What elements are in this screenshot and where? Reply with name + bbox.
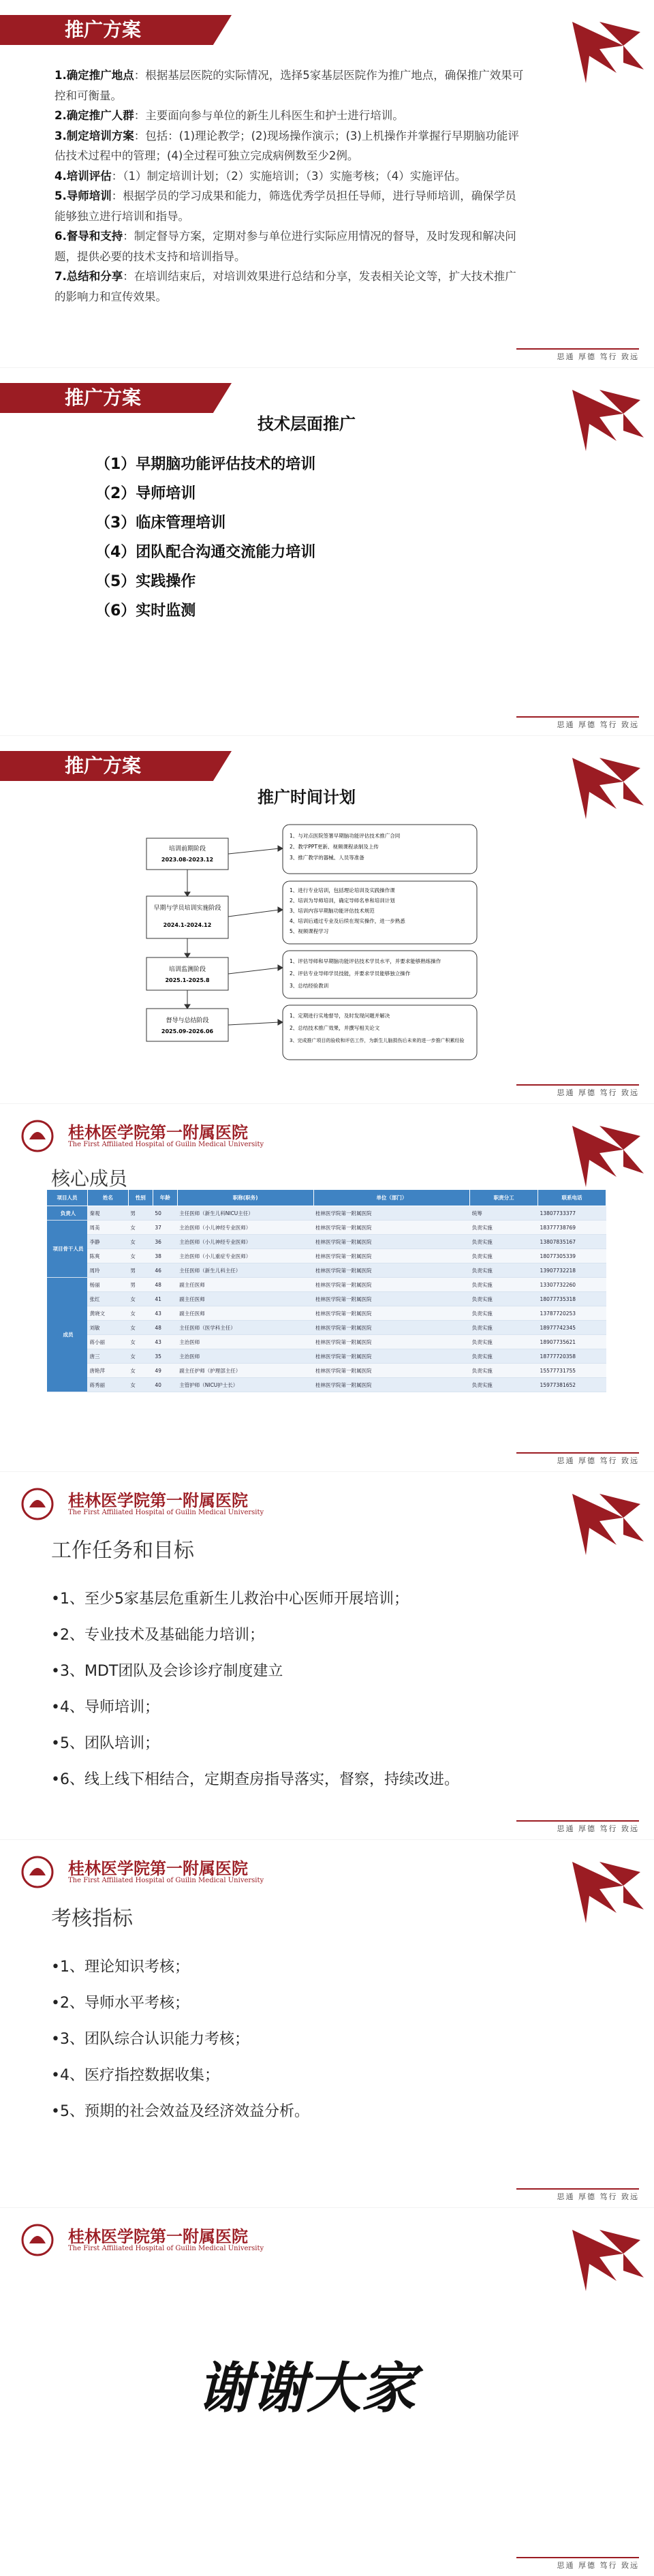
table-cell: 李静 [87, 1235, 128, 1249]
timeline-stage [146, 1009, 228, 1041]
table-header: 项目人员 姓名 性别 年龄 职称(职务) 单位（部门） 职责分工 联系电话 [47, 1190, 606, 1206]
list-item: •5、团队培训； [51, 1735, 159, 1752]
slide-core-members [0, 1104, 654, 1472]
table-cell: 蒋秀丽 [87, 1378, 128, 1392]
motto-divider [516, 2188, 639, 2190]
list-item: （4）团队配合沟通交流能力培训 [95, 544, 316, 561]
plan-item: 6.督导和支持：制定督导方案，定期对参与单位进行实际应用情况的督导，及时发现和解决问题，提供必要的技术支持和培训指导。 [54, 230, 516, 263]
table-cell: 黄晓文 [87, 1306, 128, 1321]
svg-text:2、培训为导师培训，确定导师名单和培训计划: 2、培训为导师培训，确定导师名单和培训计划 [290, 898, 395, 904]
thanks-text: 谢谢大家 [198, 2357, 416, 2420]
timeline-stage [146, 957, 228, 990]
table-cell: 50 [153, 1206, 177, 1221]
school-bird-icon [559, 2216, 647, 2305]
motto-divider [516, 1452, 639, 1454]
table-cell: 女 [128, 1292, 153, 1306]
svg-text:3、完成推广项目的验收和评估工作，为新生儿脑损伤后未来的进一: 3、完成推广项目的验收和评估工作，为新生儿脑损伤后未来的进一步推广积累经验 [290, 1038, 465, 1043]
motto-divider [516, 716, 639, 718]
stage-note [283, 881, 477, 944]
table-cell: 周玲 [87, 1263, 128, 1278]
svg-text:1、定期进行实地督导，及时发现问题并解决: 1、定期进行实地督导，及时发现问题并解决 [290, 1013, 390, 1019]
table-cell: 15977381652 [538, 1378, 606, 1392]
table-cell: 主任医师（新生儿科NICU主任） [177, 1206, 313, 1221]
table-row [47, 1364, 606, 1378]
table-cell: 刘敏 [87, 1321, 128, 1335]
list-item: •4、医疗指控数据收集； [51, 2067, 219, 2084]
table-cell: 副主任医师 [177, 1306, 313, 1321]
table-cell: 负责实施 [470, 1321, 538, 1335]
table-cell: 负责实施 [470, 1221, 538, 1235]
table-cell: 女 [128, 1235, 153, 1249]
motto: 思通 厚德 笃行 致远 [557, 1824, 639, 1833]
table-cell: 41 [153, 1292, 177, 1306]
table-cell: 37 [153, 1221, 177, 1235]
hospital-logo-icon [17, 1855, 61, 1889]
assessment-list [51, 1949, 309, 2130]
hospital-name: 桂林医学院第一附属医院 [68, 1858, 248, 1878]
motto-divider [516, 2557, 639, 2558]
hospital-name-en: The First Affiliated Hospital of Guilin Medical University [68, 1141, 264, 1148]
table-cell: 48 [153, 1278, 177, 1292]
motto-divider [516, 1820, 639, 1822]
motto: 思通 厚德 笃行 致远 [557, 720, 639, 729]
plan-item: 1.确定推广地点：根据基层医院的实际情况，选择5家基层医院作为推广地点，确保推广效果可控和可衡量。 [54, 69, 524, 102]
table-cell: 主治医师 [177, 1335, 313, 1349]
list-item: •1、理论知识考核； [51, 1959, 189, 1976]
ribbon-title: 推广方案 [65, 386, 142, 409]
table-cell: 桂林医学院第一附属医院 [313, 1306, 470, 1321]
table-cell: 副主任医师 [177, 1292, 313, 1306]
table-cell: 36 [153, 1235, 177, 1249]
hospital-name: 桂林医学院第一附属医院 [68, 1490, 248, 1510]
members-table [46, 1189, 606, 1392]
table-cell: 13787720253 [538, 1306, 606, 1321]
school-bird-icon [559, 1112, 647, 1201]
list-item: •2、导师水平考核； [51, 1995, 189, 2012]
svg-text:2、总结技术推广效果，并撰写相关论文: 2、总结技术推广效果，并撰写相关论文 [290, 1025, 380, 1031]
section-title: 考核指标 [51, 1907, 133, 1931]
list-item: （3）临床管理培训 [95, 515, 226, 532]
table-row [47, 1335, 606, 1349]
table-cell: 桂林医学院第一附属医院 [313, 1364, 470, 1378]
table-cell: 15577731755 [538, 1364, 606, 1378]
table-row [47, 1349, 606, 1364]
role-cell: 项目骨干人员 [47, 1221, 88, 1278]
table-cell: 桂林医学院第一附属医院 [313, 1235, 470, 1249]
table-cell: 杨丽 [87, 1278, 128, 1292]
school-bird-icon [559, 8, 647, 97]
table-cell: 桂林医学院第一附属医院 [313, 1278, 470, 1292]
slide-tasks-goals [0, 1472, 654, 1840]
tech-list [95, 450, 315, 626]
table-cell: 副主任护师（护理部主任） [177, 1364, 313, 1378]
table-row [47, 1292, 606, 1306]
list-item: •3、MDT团队及会诊诊疗制度建立 [51, 1663, 283, 1680]
svg-text:2、评估专业导师学员技能，并要求学员能够独立操作: 2、评估专业导师学员技能，并要求学员能够独立操作 [290, 970, 411, 977]
slide-assessment [0, 1840, 654, 2208]
hospital-name-en: The First Affiliated Hospital of Guilin Medical University [68, 1877, 264, 1884]
hospital-name-en: The First Affiliated Hospital of Guilin Medical University [68, 1509, 264, 1516]
table-cell: 48 [153, 1321, 177, 1335]
table-cell: 负责实施 [470, 1335, 538, 1349]
table-cell: 主治医师（小儿神经专业医师） [177, 1235, 313, 1249]
hospital-logo-icon [17, 2223, 61, 2257]
school-bird-icon [559, 1848, 647, 1937]
role-cell: 负责人 [47, 1206, 88, 1221]
list-item: （6）实时监测 [95, 602, 196, 619]
slide-thanks [0, 2208, 654, 2576]
table-cell: 女 [128, 1378, 153, 1392]
motto: 思通 厚德 笃行 致远 [557, 1456, 639, 1465]
svg-text:2025.1-2025.8: 2025.1-2025.8 [165, 977, 210, 983]
table-cell: 负责实施 [470, 1349, 538, 1364]
svg-text:3、推广教学的器械、人员等准备: 3、推广教学的器械、人员等准备 [290, 855, 364, 861]
table-cell: 陈爽 [87, 1249, 128, 1263]
timeline-stage [146, 838, 228, 870]
table-cell: 女 [128, 1306, 153, 1321]
table-cell: 负责实施 [470, 1378, 538, 1392]
section-title: 工作任务和目标 [51, 1539, 194, 1563]
timeline-stage [146, 896, 228, 938]
table-cell: 女 [128, 1321, 153, 1335]
svg-text:2024.1-2024.12: 2024.1-2024.12 [163, 922, 212, 928]
list-item: •5、预期的社会效益及经济效益分析。 [51, 2103, 309, 2120]
svg-text:4、培训后通过专业及后续在现实操作，进一步熟悉: 4、培训后通过专业及后续在现实操作，进一步熟悉 [290, 918, 405, 924]
section-title: 核心成员 [51, 1167, 128, 1190]
table-cell: 13907732218 [538, 1263, 606, 1278]
table-cell: 18377738769 [538, 1221, 606, 1235]
table-cell: 18077305339 [538, 1249, 606, 1263]
task-list [51, 1581, 459, 1798]
hospital-name: 桂林医学院第一附属医院 [68, 2226, 248, 2246]
list-item: （1）早期脑功能评估技术的培训 [95, 456, 316, 473]
table-cell: 46 [153, 1263, 177, 1278]
table-cell: 桂林医学院第一附属医院 [313, 1321, 470, 1335]
svg-text:1、评估导师和早期脑功能评估技术学员水平，并要求能够熟练操作: 1、评估导师和早期脑功能评估技术学员水平，并要求能够熟练操作 [290, 958, 441, 964]
table-cell: 女 [128, 1249, 153, 1263]
table-cell: 女 [128, 1364, 153, 1378]
svg-text:早期与学员培训实施阶段: 早期与学员培训实施阶段 [153, 905, 221, 912]
svg-text:5、视频课程学习: 5、视频课程学习 [290, 928, 329, 934]
school-bird-icon [559, 1480, 647, 1569]
stage-note [283, 825, 477, 874]
timeline-flowchart [143, 821, 484, 1067]
table-cell: 主治医师 [177, 1349, 313, 1364]
list-item: •3、团队综合认识能力考核； [51, 2031, 249, 2048]
table-cell: 桂林医学院第一附属医院 [313, 1206, 470, 1221]
table-row [47, 1378, 606, 1392]
table-cell: 女 [128, 1221, 153, 1235]
table-row [47, 1306, 606, 1321]
plan-item: 2.确定推广人群：主要面向参与单位的新生儿科医生和护士进行培训。 [54, 109, 404, 122]
ribbon-title: 推广方案 [65, 754, 142, 777]
table-row [47, 1278, 606, 1292]
table-cell: 13307732260 [538, 1278, 606, 1292]
table-cell: 桂林医学院第一附属医院 [313, 1263, 470, 1278]
table-cell: 40 [153, 1378, 177, 1392]
stage-note [283, 951, 477, 998]
table-cell: 负责实施 [470, 1249, 538, 1263]
svg-text:1、进行专业培训，包括理论培训及实践操作课: 1、进行专业培训，包括理论培训及实践操作课 [290, 887, 395, 893]
list-item: （5）实践操作 [95, 573, 196, 590]
plan-item: 5.导师培训：根据学员的学习成果和能力，筛选优秀学员担任导师，进行导师培训，确保学员能够独立进行培训和指导。 [54, 189, 516, 223]
table-cell: 18077735318 [538, 1292, 606, 1306]
table-cell: 负责实施 [470, 1235, 538, 1249]
slide-technical-promotion [0, 368, 654, 736]
plan-item: 4.培训评估：（1）制定培训计划；（2）实施培训；（3）实施考核；（4）实施评估。 [54, 169, 467, 183]
ribbon-title: 推广方案 [65, 18, 142, 41]
table-cell: 43 [153, 1335, 177, 1349]
list-item: •2、专业技术及基础能力培训； [51, 1627, 264, 1644]
svg-text:培训监测阶段: 培训监测阶段 [168, 966, 206, 973]
table-cell: 43 [153, 1306, 177, 1321]
table-cell: 统筹 [470, 1206, 538, 1221]
svg-text:3、培训内容早期脑功能评估技术规范: 3、培训内容早期脑功能评估技术规范 [290, 908, 375, 914]
table-cell: 桂林医学院第一附属医院 [313, 1335, 470, 1349]
motto: 思通 厚德 笃行 致远 [557, 2561, 639, 2570]
list-item: •1、至少5家基层危重新生儿救治中心医师开展培训； [51, 1591, 409, 1608]
list-item: （2）导师培训 [95, 485, 196, 502]
table-cell: 张红 [87, 1292, 128, 1306]
table-cell: 女 [128, 1335, 153, 1349]
table-row [47, 1235, 606, 1249]
table-cell: 桂林医学院第一附属医院 [313, 1221, 470, 1235]
svg-text:2、教学PPT更新、视频课程录制及上传: 2、教学PPT更新、视频课程录制及上传 [290, 844, 379, 850]
table-cell: 主任医师（新生儿科主任） [177, 1263, 313, 1278]
table-cell: 负责实施 [470, 1306, 538, 1321]
table-cell: 35 [153, 1349, 177, 1364]
table-row [47, 1221, 606, 1235]
table-cell: 主任医师（医学科主任） [177, 1321, 313, 1335]
table-cell: 唐三 [87, 1349, 128, 1364]
table-cell: 18907735621 [538, 1335, 606, 1349]
table-cell: 13807733377 [538, 1206, 606, 1221]
table-row [47, 1249, 606, 1263]
plan-item: 7.总结和分享：在培训结束后，对培训效果进行总结和分享，发表相关论文等，扩大技术推广的影响力和宣传效果。 [54, 270, 516, 303]
table-cell: 男 [128, 1263, 153, 1278]
svg-text:1、与对点医院签署早期脑功能评估技术推广合同: 1、与对点医院签署早期脑功能评估技术推广合同 [290, 833, 401, 839]
table-cell: 男 [128, 1278, 153, 1292]
table-cell: 副主任医师 [177, 1278, 313, 1292]
hospital-name-en: The First Affiliated Hospital of Guilin Medical University [68, 2245, 264, 2252]
table-cell: 蒋小丽 [87, 1335, 128, 1349]
motto: 思通 厚德 笃行 致远 [557, 352, 639, 361]
plan-body [54, 65, 525, 307]
table-cell: 负责实施 [470, 1278, 538, 1292]
hospital-name: 桂林医学院第一附属医院 [68, 1122, 248, 1142]
hospital-logo-icon [17, 1119, 61, 1153]
motto-divider [516, 1084, 639, 1086]
slide-promotion-plan [0, 0, 654, 368]
slide-timeline [0, 736, 654, 1104]
table-cell: 周美 [87, 1221, 128, 1235]
section-title: 技术层面推广 [258, 414, 356, 433]
table-cell: 18977742345 [538, 1321, 606, 1335]
table-cell: 13807835167 [538, 1235, 606, 1249]
motto: 思通 厚德 笃行 致远 [557, 2192, 639, 2201]
table-cell: 主治医师（小儿神经专业医师） [177, 1221, 313, 1235]
svg-text:培训前期阶段: 培训前期阶段 [168, 846, 206, 853]
table-cell: 桂林医学院第一附属医院 [313, 1378, 470, 1392]
list-item: •4、导师培训； [51, 1699, 159, 1716]
motto-divider [516, 348, 639, 350]
table-cell: 38 [153, 1249, 177, 1263]
table-cell: 49 [153, 1364, 177, 1378]
svg-text:2025.09-2026.06: 2025.09-2026.06 [161, 1028, 214, 1034]
plan-item: 3.制定培训方案：包括：(1)理论教学；(2)现场操作演示；(3)上机操作并掌握行早期脑功能评估技术过程中的管理；(4)全过程可独立完成病例数至少2例。 [54, 129, 519, 162]
table-cell: 负责实施 [470, 1263, 538, 1278]
table-cell: 女 [128, 1349, 153, 1364]
svg-text:2023.08-2023.12: 2023.08-2023.12 [161, 857, 214, 863]
table-cell: 唐艳萍 [87, 1364, 128, 1378]
table-cell: 秦观 [87, 1206, 128, 1221]
table-cell: 桂林医学院第一附属医院 [313, 1349, 470, 1364]
table-cell: 桂林医学院第一附属医院 [313, 1249, 470, 1263]
table-cell: 负责实施 [470, 1364, 538, 1378]
table-cell: 男 [128, 1206, 153, 1221]
table-row [47, 1263, 606, 1278]
hospital-logo-icon [17, 1487, 61, 1521]
table-row [47, 1321, 606, 1335]
svg-text:3、总结经验教训: 3、总结经验教训 [290, 983, 329, 989]
table-row [47, 1206, 606, 1221]
table-cell: 18777720358 [538, 1349, 606, 1364]
table-cell: 负责实施 [470, 1292, 538, 1306]
table-cell: 主治医师（小儿重症专业医师） [177, 1249, 313, 1263]
role-cell: 成员 [47, 1278, 88, 1392]
svg-text:督导与总结阶段: 督导与总结阶段 [166, 1017, 209, 1024]
section-title: 推广时间计划 [258, 788, 356, 807]
motto: 思通 厚德 笃行 致远 [557, 1088, 639, 1097]
table-cell: 桂林医学院第一附属医院 [313, 1292, 470, 1306]
list-item: •6、线上线下相结合，定期查房指导落实，督察，持续改进。 [51, 1771, 459, 1788]
table-cell: 主管护师（NICU护士长） [177, 1378, 313, 1392]
stage-note [283, 1005, 477, 1060]
